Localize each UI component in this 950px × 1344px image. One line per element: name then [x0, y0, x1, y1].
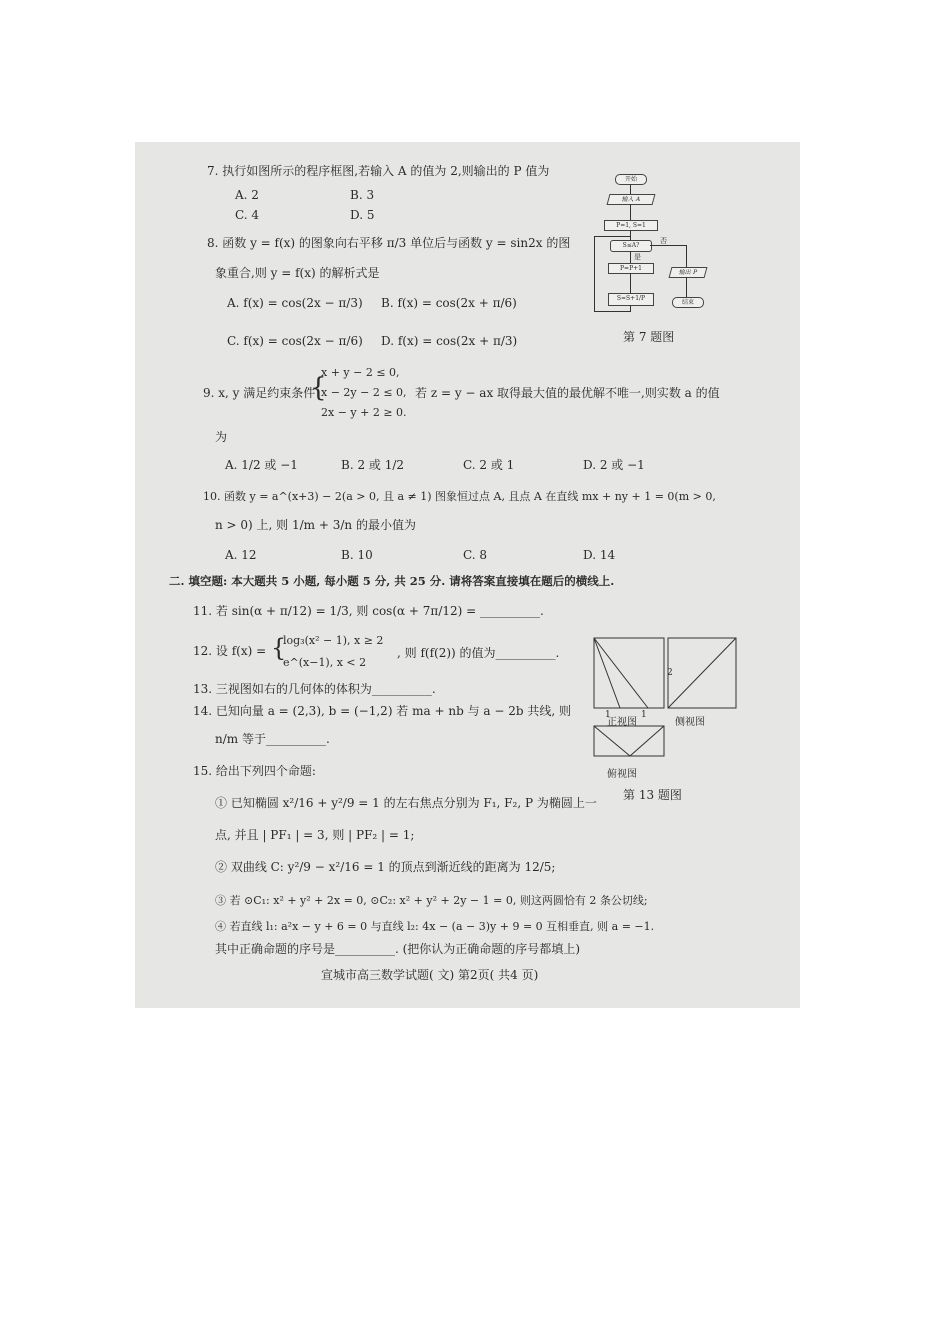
q8-option-b: B. f(x) = cos(2x + π/6)	[381, 296, 517, 310]
q15-item-2: ② 双曲线 C: y²/9 − x²/16 = 1 的顶点到渐近线的距离为 12/5;	[215, 860, 556, 874]
q11-stem: 11. 若 sin(α + π/12) = 1/3, 则 cos(α + 7π/12) = __________.	[193, 604, 544, 618]
flow-step-s: S=S+1/P	[608, 293, 654, 306]
side-view-diag	[668, 638, 736, 708]
top-view-diag-1	[594, 726, 630, 756]
q13-dim-left: 1	[605, 710, 611, 720]
q8-stem-line1: 8. 函数 y = f(x) 的图象向右平移 π/3 单位后与函数 y = sin2x 的图	[207, 236, 571, 250]
q15-item-4: ④ 若直线 l₁: a²x − y + 6 = 0 与直线 l₂: 4x − (a − 3)y + 9 = 0 互相垂直, 则 a = −1.	[215, 920, 655, 933]
q9-stem-suffix: 若 z = y − ax 取得最大值的最优解不唯一,则实数 a 的值	[415, 386, 720, 400]
flow-input: 输入 A	[607, 194, 656, 205]
q9-constraint-1: x + y − 2 ≤ 0,	[321, 366, 400, 379]
top-view-rect	[594, 726, 664, 756]
page-footer: 宣城市高三数学试题( 文) 第2页( 共4 页)	[321, 968, 539, 982]
q13-figure-caption: 第 13 题图	[623, 788, 682, 802]
q9-constraint-2: x − 2y − 2 ≤ 0,	[321, 386, 407, 399]
q15-stem: 15. 给出下列四个命题:	[193, 764, 316, 778]
q9-stem-line2: 为	[215, 430, 228, 444]
q9-option-a: A. 1/2 或 −1	[225, 458, 298, 472]
q10-option-b: B. 10	[341, 548, 373, 562]
q13-three-views	[590, 634, 740, 784]
q13-stem: 13. 三视图如右的几何体的体积为__________.	[193, 682, 436, 696]
q7-option-a: A. 2	[235, 188, 259, 202]
flow-no-label: 否	[660, 237, 667, 245]
q13-top-label: 俯视图	[607, 769, 637, 780]
q15-item-1-cont: 点, 并且 | PF₁ | = 3, 则 | PF₂ | = 1;	[215, 828, 415, 842]
q9-constraint-3: 2x − y + 2 ≥ 0.	[321, 406, 407, 419]
q10-stem-line1: 10. 函数 y = a^(x+3) − 2(a > 0, 且 a ≠ 1) 图象恒过点 A, 且点 A 在直线 mx + ny + 1 = 0(m > 0,	[203, 490, 716, 503]
q10-option-a: A. 12	[225, 548, 257, 562]
flow-end: 结束	[672, 297, 704, 308]
q8-option-a: A. f(x) = cos(2x − π/3)	[227, 296, 363, 310]
q10-option-d: D. 14	[583, 548, 616, 562]
q12-case2: e^(x−1), x < 2	[283, 656, 367, 669]
q13-side-label: 侧视图	[675, 717, 705, 728]
flow-step-p: P=P+1	[608, 263, 654, 274]
q8-option-c: C. f(x) = cos(2x − π/6)	[227, 334, 363, 348]
q9-option-c: C. 2 或 1	[463, 458, 515, 472]
flow-output: 输出 P	[669, 267, 708, 278]
q8-stem-line2: 象重合,则 y = f(x) 的解析式是	[215, 266, 380, 280]
q13-dim-height: 2	[667, 668, 673, 678]
q13-front-label: 正视图	[607, 717, 637, 728]
flow-condition: S≤A?	[610, 240, 652, 252]
q7-flowchart	[590, 170, 730, 330]
front-view-diag-2	[594, 638, 648, 708]
section2-heading: 二. 填空题: 本大题共 5 小题, 每小题 5 分, 共 25 分. 请将答案直接填在题后的横线上.	[169, 574, 615, 588]
q12-case1: log₃(x² − 1), x ≥ 2	[283, 634, 384, 647]
q7-option-d: D. 5	[350, 208, 375, 222]
flow-init: P=1, S=1	[604, 220, 658, 231]
top-view-diag-2	[630, 726, 664, 756]
q15-item-1: ① 已知椭圆 x²/16 + y²/9 = 1 的左右焦点分别为 F₁, F₂, P 为椭圆上一	[215, 796, 597, 810]
front-view-rect	[594, 638, 664, 708]
q7-option-c: C. 4	[235, 208, 260, 222]
q7-option-b: B. 3	[350, 188, 375, 202]
q9-option-b: B. 2 或 1/2	[341, 458, 405, 472]
q13-dim-right: 1	[641, 710, 647, 720]
q7-stem: 7. 执行如图所示的程序框图,若输入 A 的值为 2,则输出的 P 值为	[207, 164, 550, 178]
q9-stem-prefix: 9. x, y 满足约束条件	[203, 386, 316, 400]
front-view-diag-1	[594, 638, 620, 708]
q9-brace: {	[310, 373, 327, 403]
flow-start: 开始	[615, 174, 647, 185]
exam-page	[135, 142, 800, 1008]
q15-item-3: ③ 若 ⊙C₁: x² + y² + 2x = 0, ⊙C₂: x² + y² + 2y − 1 = 0, 则这两圆恰有 2 条公切线;	[215, 894, 648, 907]
flow-yes-label: 是	[634, 253, 641, 261]
q7-figure-caption: 第 7 题图	[623, 330, 675, 344]
q12-suffix: , 则 f(f(2)) 的值为__________.	[397, 646, 560, 660]
q14-stem-line1: 14. 已知向量 a = (2,3), b = (−1,2) 若 ma + nb 与 a − 2b 共线, 则	[193, 704, 571, 718]
q10-option-c: C. 8	[463, 548, 488, 562]
q8-option-d: D. f(x) = cos(2x + π/3)	[381, 334, 518, 348]
q10-stem-line2: n > 0) 上, 则 1/m + 3/n 的最小值为	[215, 518, 416, 532]
q15-closing: 其中正确命题的序号是__________. (把你认为正确命题的序号都填上)	[215, 942, 580, 956]
q14-stem-line2: n/m 等于__________.	[215, 732, 330, 746]
q9-option-d: D. 2 或 −1	[583, 458, 645, 472]
q12-prefix: 12. 设 f(x) =	[193, 644, 267, 658]
q12-brace: {	[271, 634, 287, 662]
